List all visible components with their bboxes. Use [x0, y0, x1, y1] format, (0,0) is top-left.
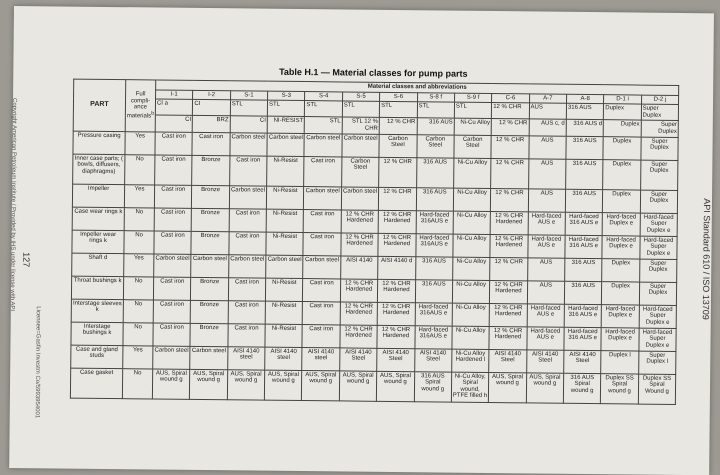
material-cell: Cast iron: [154, 231, 192, 254]
material-cell: Cast iron: [228, 323, 266, 346]
material-cell: Super Duplex: [639, 259, 677, 282]
material-cell: AISI 4140 steel: [265, 347, 303, 370]
material-cell: Hard-faced AUS e: [527, 326, 565, 349]
class-trim-material: Ni-Cu Alloy: [454, 118, 492, 135]
class-trim-material: AUS c, d: [529, 119, 567, 136]
material-cell: Hard-faced Super Duplex e: [639, 305, 677, 328]
material-cell: Cast iron: [303, 301, 341, 324]
material-cell: Carbon steel: [342, 134, 380, 157]
material-cell: Ni-Resist: [266, 278, 304, 301]
material-cell: 12 % CHR Hardened: [340, 324, 378, 347]
header-material-classes: Material classes and abbreviations: [156, 80, 679, 95]
part-name: Interstage sleeves k: [71, 299, 123, 323]
material-cell: Bronze: [191, 300, 229, 323]
material-cell: AISI 4140 steel: [227, 346, 265, 369]
class-code: A-7: [529, 93, 566, 103]
class-casing-material: STL: [380, 102, 418, 119]
material-cell: Carbon steel: [303, 255, 341, 278]
material-cell: Carbon steel: [267, 133, 305, 156]
material-cell: AISI 4140 Steel: [526, 349, 564, 372]
material-cell: Ni-Resist: [266, 186, 304, 209]
material-cell: Carbon steel: [266, 255, 304, 278]
material-cell: 12 % CHR Hardened: [490, 280, 528, 303]
material-cell: AUS: [529, 135, 567, 158]
material-cell: Hard-faced Duplex e: [601, 304, 639, 327]
material-cell: Carbon steel: [190, 346, 228, 369]
material-cell: Hard-faced 316AUS e: [416, 210, 454, 233]
material-cell: Ni-Resist: [266, 232, 304, 255]
material-cell: 316 AUS: [415, 256, 453, 279]
material-cell: Cast iron: [154, 185, 192, 208]
class-casing-material: STL: [305, 101, 343, 118]
material-cell: Carbon steel: [154, 254, 192, 277]
class-code: D-1 i: [604, 94, 641, 104]
class-trim-material: CI: [155, 115, 193, 132]
class-trim-material: 316 AUS d: [566, 120, 604, 137]
material-cell: Carbon steel: [341, 187, 379, 210]
material-cell: Hard-faced 316AUS e: [415, 302, 453, 325]
material-cell: Hard-faced Super Duplex e: [639, 328, 677, 351]
material-cell: Super Duplex: [641, 137, 679, 160]
material-cell: Hard-faced Duplex e: [602, 212, 640, 235]
material-cell: Carbon steel: [191, 254, 229, 277]
part-name: Pressure casing: [73, 131, 125, 155]
class-code: S-8 f: [417, 92, 454, 102]
material-cell: AUS: [527, 280, 565, 303]
material-cell: Ni-Cu Alloy, Spiral wound, PTFE filled h: [451, 372, 489, 402]
material-cell: Cast iron: [302, 324, 340, 347]
full-compliance-value: No: [123, 322, 153, 345]
material-cell: 12 % CHR Hardened: [341, 209, 379, 232]
material-cell: Hard-faced Duplex e: [602, 235, 640, 258]
material-cell: Ni-Cu Alloy: [452, 326, 490, 349]
class-trim-material: CI: [230, 116, 268, 133]
material-cell: Bronze: [190, 323, 228, 346]
material-cell: Bronze: [191, 231, 229, 254]
part-name: Shaft d: [72, 253, 124, 277]
class-trim-material: STL 12 % CHR: [342, 117, 380, 134]
material-cell: Cast iron: [154, 208, 192, 231]
class-casing-material: 316 AUS: [566, 103, 604, 120]
full-compliance-value: No: [125, 154, 155, 184]
material-cell: Cast iron: [229, 231, 267, 254]
material-cell: AISI 4140: [340, 255, 378, 278]
material-cell: Hard-faced Duplex e: [601, 327, 639, 350]
material-cell: AUS, Spiral wound g: [489, 372, 527, 402]
material-cell: Bronze: [191, 277, 229, 300]
material-cell: Hard-faced 316AUS e: [415, 233, 453, 256]
part-name: Impeller wear rings k: [72, 230, 124, 254]
material-cell: 12 % CHR Hardened: [377, 325, 415, 348]
material-cell: 316 AUS Spiral wound g: [414, 371, 452, 401]
part-name: Case gasket: [70, 368, 122, 399]
class-trim-material: 316 AUS: [417, 118, 455, 135]
class-code: D-2 j: [641, 95, 679, 105]
part-name: Case wear rings k: [72, 207, 124, 231]
class-casing-material: STL: [267, 100, 305, 117]
material-cell: Hard-faced Super Duplex e: [640, 213, 678, 236]
full-compliance-value: Yes: [123, 345, 153, 368]
material-cell: 12 % CHR: [379, 187, 417, 210]
class-code: S-5: [342, 92, 379, 102]
material-cell: AUS: [528, 158, 566, 188]
table-row: [70, 368, 675, 404]
material-cell: Ni-Resist: [265, 324, 303, 347]
material-classes-table: [70, 79, 679, 405]
material-cell: 12 % CHR: [491, 188, 529, 211]
part-name: Impeller: [72, 184, 124, 208]
material-cell: 316 AUS: [565, 258, 603, 281]
class-code: I-1: [156, 90, 193, 100]
material-cell: 12 % CHR Hardened: [489, 326, 527, 349]
material-cell: AUS: [528, 188, 566, 211]
material-cell: AUS, Spiral wound g: [264, 370, 302, 400]
part-name: Throat bushings k: [71, 276, 123, 300]
material-cell: 316 AUS: [565, 189, 603, 212]
class-casing-material: STL: [342, 101, 380, 118]
full-compliance-value: Yes: [124, 253, 154, 276]
part-name: Inner case parts; ( bowls, diffusers, diaphragms): [73, 154, 125, 185]
material-cell: Hard-faced AUS e: [527, 234, 565, 257]
material-cell: 12 % CHR: [379, 157, 417, 187]
material-cell: Cast iron: [228, 277, 266, 300]
material-cell: Carbon Steel: [341, 157, 379, 187]
material-cell: 12 % CHR: [490, 257, 528, 280]
material-cell: Cast iron: [304, 209, 342, 232]
class-code: I-2: [193, 90, 230, 100]
material-cell: 12 % CHR Hardened: [378, 210, 416, 233]
full-compliance-value: Yes: [125, 131, 155, 154]
full-compliance-value: No: [124, 207, 154, 230]
material-cell: Hard-faced Super Duplex e: [640, 236, 678, 259]
full-compliance-value: Yes: [124, 184, 154, 207]
material-cell: AUS, Spiral wound g: [227, 369, 265, 399]
class-casing-material: CI a: [155, 99, 193, 116]
class-code: S-3: [268, 91, 305, 101]
material-cell: Hard-faced 316 AUS e: [565, 235, 603, 258]
material-cell: Cast iron: [153, 323, 191, 346]
material-cell: Ni-Resist: [267, 156, 305, 186]
material-cell: Ni-Cu Alloy: [453, 257, 491, 280]
material-cell: Duplex: [602, 281, 640, 304]
material-cell: Hard-faced 316AUS e: [414, 325, 452, 348]
material-cell: Ni-Cu Alloy: [453, 188, 491, 211]
material-cell: Carbon steel: [228, 254, 266, 277]
class-code: S-6: [380, 92, 417, 102]
material-cell: Carbon steel: [304, 133, 342, 156]
material-cell: Duplex: [603, 136, 641, 159]
class-trim-material: 12 % CHR: [491, 119, 529, 136]
material-cell: AUS, Spiral wound g: [526, 372, 564, 402]
material-cell: 316 AUS: [566, 159, 604, 189]
material-cell: Carbon steel: [230, 132, 268, 155]
class-code: S-9 f: [454, 93, 491, 103]
material-cell: Duplex: [603, 159, 641, 189]
class-trim-material: STL: [305, 117, 343, 134]
material-cell: AUS, Spiral wound g: [302, 370, 340, 400]
material-cell: Hard-faced 316 AUS e: [565, 212, 603, 235]
material-cell: AUS, Spiral wound g: [152, 369, 190, 399]
material-cell: Ni-Cu Alloy: [453, 234, 491, 257]
material-cell: Cast iron: [229, 155, 267, 185]
material-cell: 12 % CHR Hardened: [490, 211, 528, 234]
material-cell: Cast iron: [303, 232, 341, 255]
material-cell: Duplex l: [601, 350, 639, 373]
class-code: S-4: [305, 91, 342, 101]
material-cell: AISI 4140 Steel: [564, 350, 602, 373]
material-cell: Ni-Cu Alloy: [453, 211, 491, 234]
material-cell: 316 AUS: [566, 136, 604, 159]
class-casing-material: AUS: [529, 103, 567, 120]
material-cell: AUS, Spiral wound g: [190, 369, 228, 399]
material-cell: Cast iron: [228, 300, 266, 323]
material-cell: Cast iron: [153, 300, 191, 323]
material-cell: 12 % CHR Hardened: [340, 301, 378, 324]
material-cell: Duplex: [603, 189, 641, 212]
class-trim-material: Super Duplex: [641, 120, 679, 137]
class-code: S-1: [230, 90, 267, 100]
material-cell: AUS, Spiral wound g: [339, 370, 377, 400]
material-cell: AUS, Spiral wound g: [377, 371, 415, 401]
material-cell: Cast iron: [155, 132, 193, 155]
licensee-note: Licensee=Gasfin Investm Co/5993954001: [33, 306, 41, 419]
material-cell: 12 % CHR Hardened: [377, 302, 415, 325]
class-casing-material: STL: [417, 102, 455, 119]
material-cell: Bronze: [192, 208, 230, 231]
material-cell: Duplex SS Spiral wound g: [601, 373, 639, 403]
full-compliance-value: No: [123, 276, 153, 299]
material-cell: Bronze: [192, 185, 230, 208]
material-cell: 12 % CHR: [491, 158, 529, 188]
material-cell: 12 % CHR Hardened: [341, 232, 379, 255]
class-trim-material: Duplex: [603, 120, 641, 137]
material-cell: 12 % CHR Hardened: [378, 233, 416, 256]
material-cell: Ni-Resist: [266, 209, 304, 232]
table-title: Table H.1 — Material classes for pump parts: [279, 66, 468, 79]
material-cell: Carbon steel: [153, 346, 191, 369]
class-casing-material: Super Duplex: [641, 104, 679, 121]
material-cell: Cast iron: [229, 208, 267, 231]
header-full-compliance: Full compli-ance materials$^b$: [125, 80, 156, 132]
material-cell: 12 % CHR Hardened: [489, 303, 527, 326]
full-compliance-value: No: [123, 299, 153, 322]
full-compliance-value: No: [122, 368, 152, 398]
material-cell: Hard-faced AUS e: [527, 303, 565, 326]
material-cell: Cast iron: [303, 278, 341, 301]
material-cell: Duplex SS Spiral Wound g: [638, 374, 676, 404]
material-cell: 316 AUS Spiral wound g: [563, 373, 601, 403]
standard-label: API Standard 610 / ISO 13709: [700, 198, 713, 320]
class-code: A-8: [566, 94, 603, 104]
material-cell: Super Duplex: [640, 160, 678, 190]
class-trim-material: 12 % CHR: [379, 118, 417, 135]
class-casing-material: 12 % CHR: [492, 103, 530, 120]
material-cell: AISI 4140 d: [378, 256, 416, 279]
material-cell: Carbon Steel: [416, 134, 454, 157]
class-casing-material: Duplex: [604, 104, 642, 121]
material-cell: Bronze: [192, 155, 230, 185]
class-casing-material: CI: [193, 100, 231, 117]
material-cell: Hard-faced AUS e: [528, 211, 566, 234]
material-cell: Super Duplex l: [638, 351, 676, 374]
copyright-note: Copyright American Petroleum Institute / Provided by IHS under license with API: [8, 97, 18, 312]
material-cell: Ni-Cu Alloy: [452, 280, 490, 303]
material-cell: Carbon Steel: [454, 135, 492, 158]
material-cell: Ni-Cu Alloy: [452, 303, 490, 326]
material-cell: 316 AUS: [564, 281, 602, 304]
material-cell: Carbon steel: [229, 185, 267, 208]
full-compliance-value: No: [124, 230, 154, 253]
class-trim-material: NI-RESIST: [267, 117, 305, 134]
material-cell: 12 % CHR Hardened: [378, 279, 416, 302]
table-body: [70, 131, 678, 404]
page-number: 127: [21, 252, 32, 268]
part-name: Case and gland studs: [71, 345, 123, 369]
material-cell: AISI 4140 Steel: [414, 348, 452, 371]
class-casing-material: STL: [230, 100, 268, 117]
material-cell: Duplex: [602, 258, 640, 281]
material-cell: Ni-Resist: [265, 301, 303, 324]
class-trim-material: BRZ: [193, 116, 231, 133]
material-cell: Ni-Cu Alloy Hardened l: [452, 349, 490, 372]
material-cell: 12 % CHR Hardened: [340, 278, 378, 301]
material-cell: AISI 4140 Steel: [489, 349, 527, 372]
material-cell: 12 % CHR Hardened: [490, 234, 528, 257]
material-cell: 12 % CHR: [491, 135, 529, 158]
material-cell: Super Duplex: [640, 190, 678, 213]
material-cell: Carbon Steel: [379, 134, 417, 157]
material-cell: Cast iron: [304, 156, 342, 186]
material-cell: Ni-Cu Alloy: [453, 158, 491, 188]
part-name: Interstage bushings k: [71, 322, 123, 346]
material-cell: Hard-faced 316 AUS e: [564, 327, 602, 350]
material-cell: AUS: [527, 257, 565, 280]
header-part: PART: [73, 79, 126, 131]
document-page: [9, 6, 714, 475]
material-cell: Cast iron: [192, 132, 230, 155]
material-cell: AISI 4140 Steel: [339, 347, 377, 370]
material-cell: 316 AUS: [415, 279, 453, 302]
material-cell: AISI 4140 steel: [302, 347, 340, 370]
class-code: C-6: [492, 93, 529, 103]
material-cell: Hard-faced 316 AUS e: [564, 304, 602, 327]
material-cell: 316 AUS: [416, 187, 454, 210]
material-cell: Cast iron: [153, 277, 191, 300]
material-cell: AISI 4140 Steel: [377, 348, 415, 371]
material-cell: 316 AUS: [416, 157, 454, 187]
class-casing-material: STL: [454, 102, 492, 119]
material-cell: Carbon steel: [304, 186, 342, 209]
material-cell: Cast iron: [155, 155, 193, 185]
material-cell: Super Duplex: [639, 282, 677, 305]
